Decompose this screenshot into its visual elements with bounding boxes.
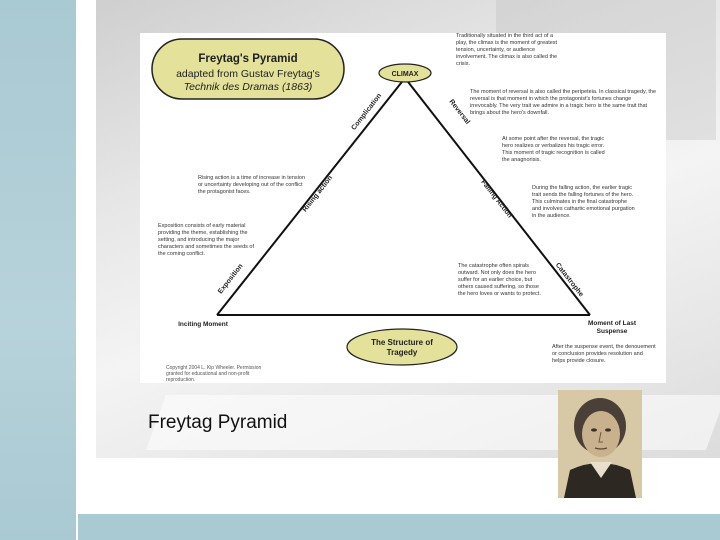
copyright-note: Copyright 2004 L. Kip Wheeler. Permission granted for educational and non-profit reproduction. (166, 365, 262, 383)
note-catastrophe: The catastrophe often spirals outward. Not only does the hero suffer for an earlier choice, but others caused suffering, so those the hero loves or wants to protect. (458, 263, 541, 297)
note-recognition: At some point after the reversal, the tragic hero realizes or verbalizes his tragic error. This moment of tragic recognition is called the anagnorisis. (502, 136, 605, 163)
label-exposition: Exposition (217, 262, 245, 296)
note-falling-action: During the falling action, the earlier tragic trait sends the falling fortunes of the hero. This culminates in the final catastrophe and involves cathartic emotional purgation in the audience. (532, 185, 635, 219)
portrait-image (558, 390, 642, 498)
label-last-suspense-2: Suspense (596, 328, 628, 335)
title-line3: Technik des Dramas (1863) (183, 81, 313, 93)
note-last-suspense: After the suspense event, the denouement or conclusion provides resolution and helps provide closure. (552, 344, 656, 364)
title-line2: adapted from Gustav Freytag's (176, 68, 320, 80)
label-rising-action: Rising action (301, 174, 335, 214)
label-inciting-moment: Inciting Moment (178, 321, 228, 328)
note-climax: Traditionally situated in the third act of a play, the climax is the moment of greatest tension, uncertainty, or audience involvement. The climax is also called the crisis. (456, 33, 558, 67)
label-catastrophe: Catastrophe (553, 261, 585, 299)
note-reversal: The moment of reversal is also called the peripeteia. In classical tragedy, the reversal is that moment in which the protagonist's fortunes change irrevocably. The very trait we admire in a tragic hero is the same trait that brings about the hero's downfall. (470, 89, 657, 116)
climax-label: CLIMAX (391, 71, 419, 78)
note-exposition: Exposition consists of early material providing the theme, establishing the setting, and introducing the major characters and sometimes the seeds of the coming conflict. (158, 223, 254, 257)
slide-title: Freytag Pyramid (148, 412, 288, 433)
portrait-drawing (558, 390, 642, 498)
label-complication: Complication (350, 92, 384, 132)
bottom-accent-stripe (78, 512, 720, 540)
note-rising-action: Rising action is a time of increase in tension or uncertainty developing out of the conflict the protagonist faces. (198, 175, 305, 195)
label-reversal: Reversal (447, 98, 471, 126)
label-falling-action: Falling Action (479, 178, 514, 220)
structure-line1: The Structure of (371, 338, 433, 347)
freytag-diagram (140, 33, 666, 383)
label-last-suspense-1: Moment of Last (587, 320, 637, 327)
title-line1: Freytag's Pyramid (198, 53, 298, 65)
left-accent-stripe (0, 0, 78, 540)
structure-oval (347, 329, 457, 365)
structure-line2: Tragedy (386, 348, 418, 357)
